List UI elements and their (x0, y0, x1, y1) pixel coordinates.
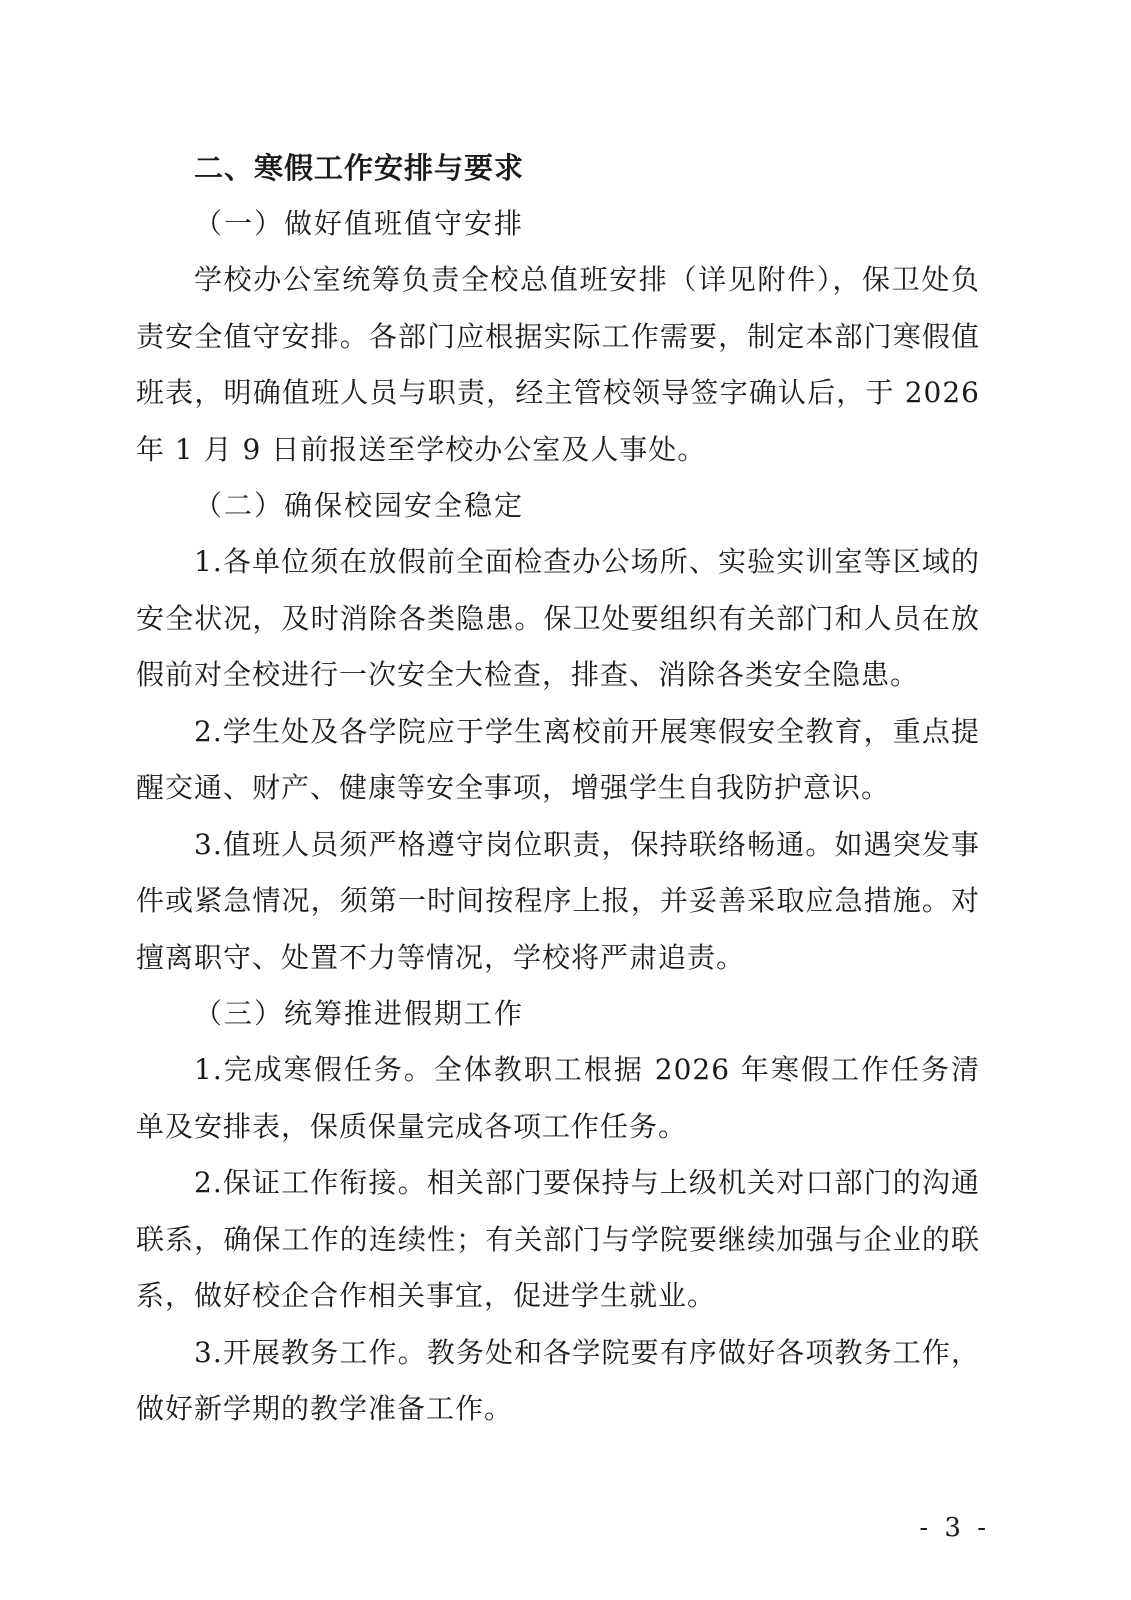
document-body (136, 140, 980, 1438)
paragraph-safety-inspection: 1.各单位须在放假前全面检查办公场所、实验实训室等区域的安全状况，及时消除各类隐患。保卫处要组织有关部门和人员在放假前对全校进行一次安全大检查，排查、消除各类安全隐患。 (136, 545, 980, 691)
section-heading: 二、寒假工作安排与要求 (194, 151, 525, 185)
paragraph-teaching-affairs: 3.开展教务工作。教务处和各学院要有序做好各项教务工作，做好新学期的教学准备工作。 (136, 1335, 980, 1425)
paragraph-safety-education: 2.学生处及各学院应于学生离校前开展寒假安全教育，重点提醒交通、财产、健康等安全事项，增强学生自我防护意识。 (136, 714, 980, 804)
paragraph-work-connection: 2.保证工作衔接。相关部门要保持与上级机关对口部门的沟通联系，确保工作的连续性；有关部门与学院要继续加强与企业的联系，做好校企合作相关事宜，促进学生就业。 (136, 1166, 980, 1312)
subsection-heading-duty: （一）做好值班值守安排 (194, 207, 525, 240)
paragraph-duty-arrangement: 学校办公室统筹负责全校总值班安排（详见附件），保卫处负责安全值守安排。各部门应根据实际工作需要，制定本部门寒假值班表，明确值班人员与职责，经主管校领导签字确认后，于 2026 年 1 月 9 日前报送至学校办公室及人事处。 (136, 263, 980, 466)
paragraph-holiday-tasks: 1.完成寒假任务。全体教职工根据 2026 年寒假工作任务清单及安排表，保质保量完成各项工作任务。 (136, 1053, 980, 1143)
paragraph-duty-staff: 3.值班人员须严格遵守岗位职责，保持联络畅通。如遇突发事件或紧急情况，须第一时间按程序上报，并妥善采取应急措施。对擅离职守、处置不力等情况，学校将严肃追责。 (136, 827, 980, 974)
subsection-heading-safety: （二）确保校园安全稳定 (194, 489, 525, 522)
subsection-heading-holiday-work: （三）统筹推进假期工作 (194, 997, 525, 1030)
page-number: - 3 - (919, 1513, 990, 1543)
